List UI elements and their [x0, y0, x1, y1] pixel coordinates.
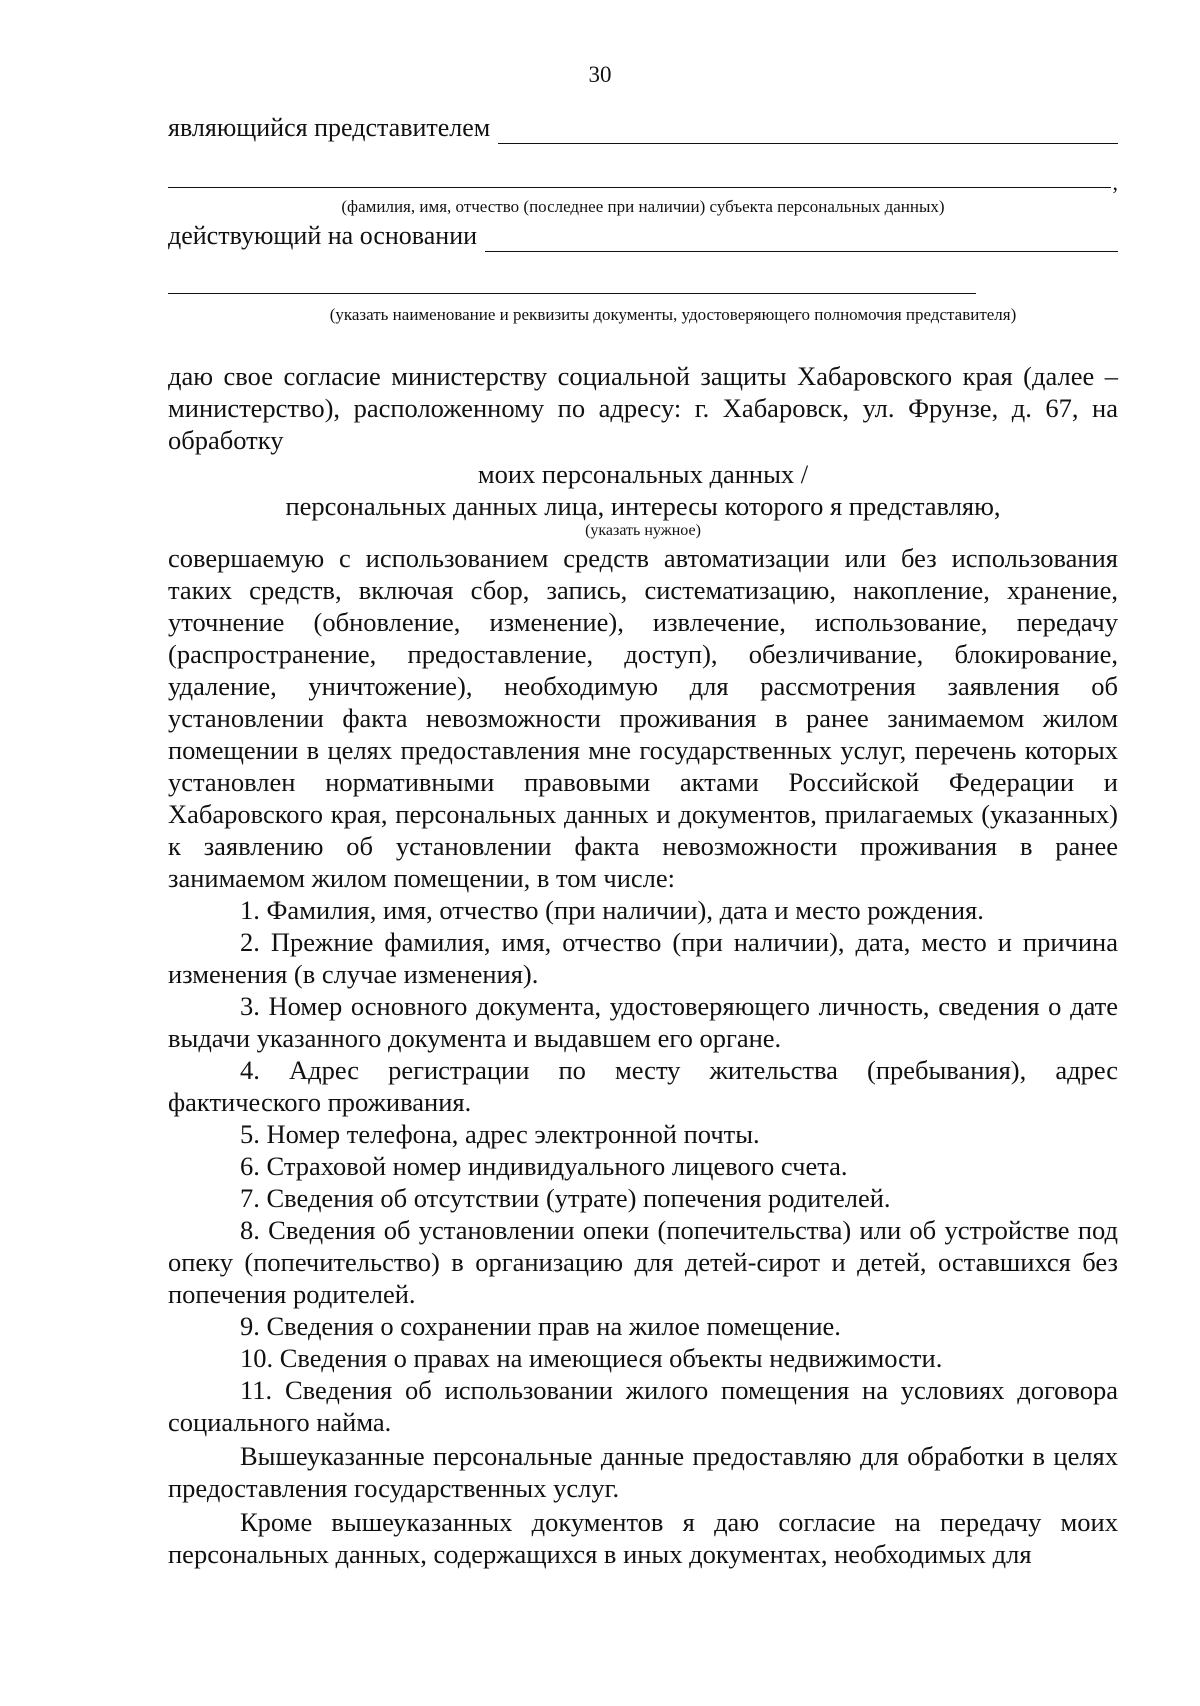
consent-intro: даю свое согласие министерству социальной защиты Хабаровского края (далее – министерство), расположенному по адресу: г. Хабаровск, ул. Фрунзе, д. 67, на обработку	[168, 361, 1118, 455]
list-item: 9. Сведения о сохранении прав на жилое помещение.	[240, 1311, 841, 1341]
list-item: 7. Сведения об отсутствии (утрате) попечения родителей.	[240, 1183, 891, 1213]
list-item: 3. Номер основного документа, удостоверяющего личность, сведения о дате выдачи указанного документа и выдавшем его органе.	[168, 991, 1118, 1053]
list-item: 10. Сведения о правах на имеющиеся объекты недвижимости.	[240, 1343, 943, 1373]
list-item: 1. Фамилия, имя, отчество (при наличии), дата и место рождения.	[240, 895, 984, 925]
representative-comma: ,	[1112, 170, 1118, 195]
transfer-paragraph: Кроме вышеуказанных документов я даю согласие на передачу моих персональных данных, содержащихся в иных документах, необходимых для	[168, 1507, 1118, 1569]
list-item: 6. Страховой номер индивидуального лицевого счета.	[240, 1151, 848, 1181]
representative-blank	[498, 121, 1118, 144]
list-item: 4. Адрес регистрации по месту жительства (пребывания), адрес фактического проживания.	[168, 1055, 1118, 1117]
list-item: 11. Сведения об использовании жилого помещения на условиях договора социального найма.	[168, 1375, 1118, 1437]
choice-hint: (указать нужное)	[585, 522, 701, 539]
basis-document-blank	[168, 293, 976, 294]
representative-name-line	[168, 154, 1118, 195]
choice-option-1: моих персональных данных /	[477, 459, 809, 489]
choice-option-2: персональных данных лица, интересы которого я представляю,	[285, 491, 1001, 521]
basis-document-line	[168, 260, 976, 294]
basis-label: действующий на основании	[168, 221, 478, 250]
document-body	[168, 112, 1118, 1570]
list-item: 8. Сведения об установлении опеки (попечительства) или об устройстве под опеку (попечительство) в организацию для детей-сирот и детей, оставшихся без попечения родителей.	[168, 1215, 1118, 1309]
representative-field	[168, 112, 1118, 144]
representative-name-blank	[168, 187, 1111, 188]
representative-hint: (фамилия, имя, отчество (последнее при наличии) субъекта персональных данных)	[341, 197, 945, 216]
basis-blank	[485, 229, 1118, 252]
basis-hint: (указать наименование и реквизиты документы, удостоверяющего полномочия представителя)	[329, 305, 1017, 324]
purpose-paragraph: Вышеуказанные персональные данные предоставляю для обработки в целях предоставления государственных услуг.	[168, 1441, 1118, 1503]
list-item: 5. Номер телефона, адрес электронной почты.	[240, 1119, 760, 1149]
processing-text: совершаемую с использованием средств автоматизации или без использования таких средств, включая сбор, запись, систематизацию, накопление, хранение, уточнение (обновление, изменение), извлечение, использование, передачу (распространение, предоставление, доступ), обезличивание, блокирование, удаление, уничтожение), необходимую для рассмотрения заявления об установлении факта невозможности проживания в ранее занимаемом жилом помещении в целях предоставления мне государственных услуг, перечень которых установлен нормативными правовыми актами Российской Федерации и Хабаровского края, персональных данных и документов, прилагаемых (указанных) к заявлению об установлении факта невозможности проживания в ранее занимаемом жилом помещении, в том числе:	[168, 543, 1118, 893]
basis-field	[168, 220, 1118, 252]
page-number: 30	[588, 62, 612, 87]
representative-label: являющийся представителем	[168, 113, 491, 142]
list-item: 2. Прежние фамилия, имя, отчество (при наличии), дата, место и причина изменения (в случае изменения).	[168, 927, 1118, 989]
